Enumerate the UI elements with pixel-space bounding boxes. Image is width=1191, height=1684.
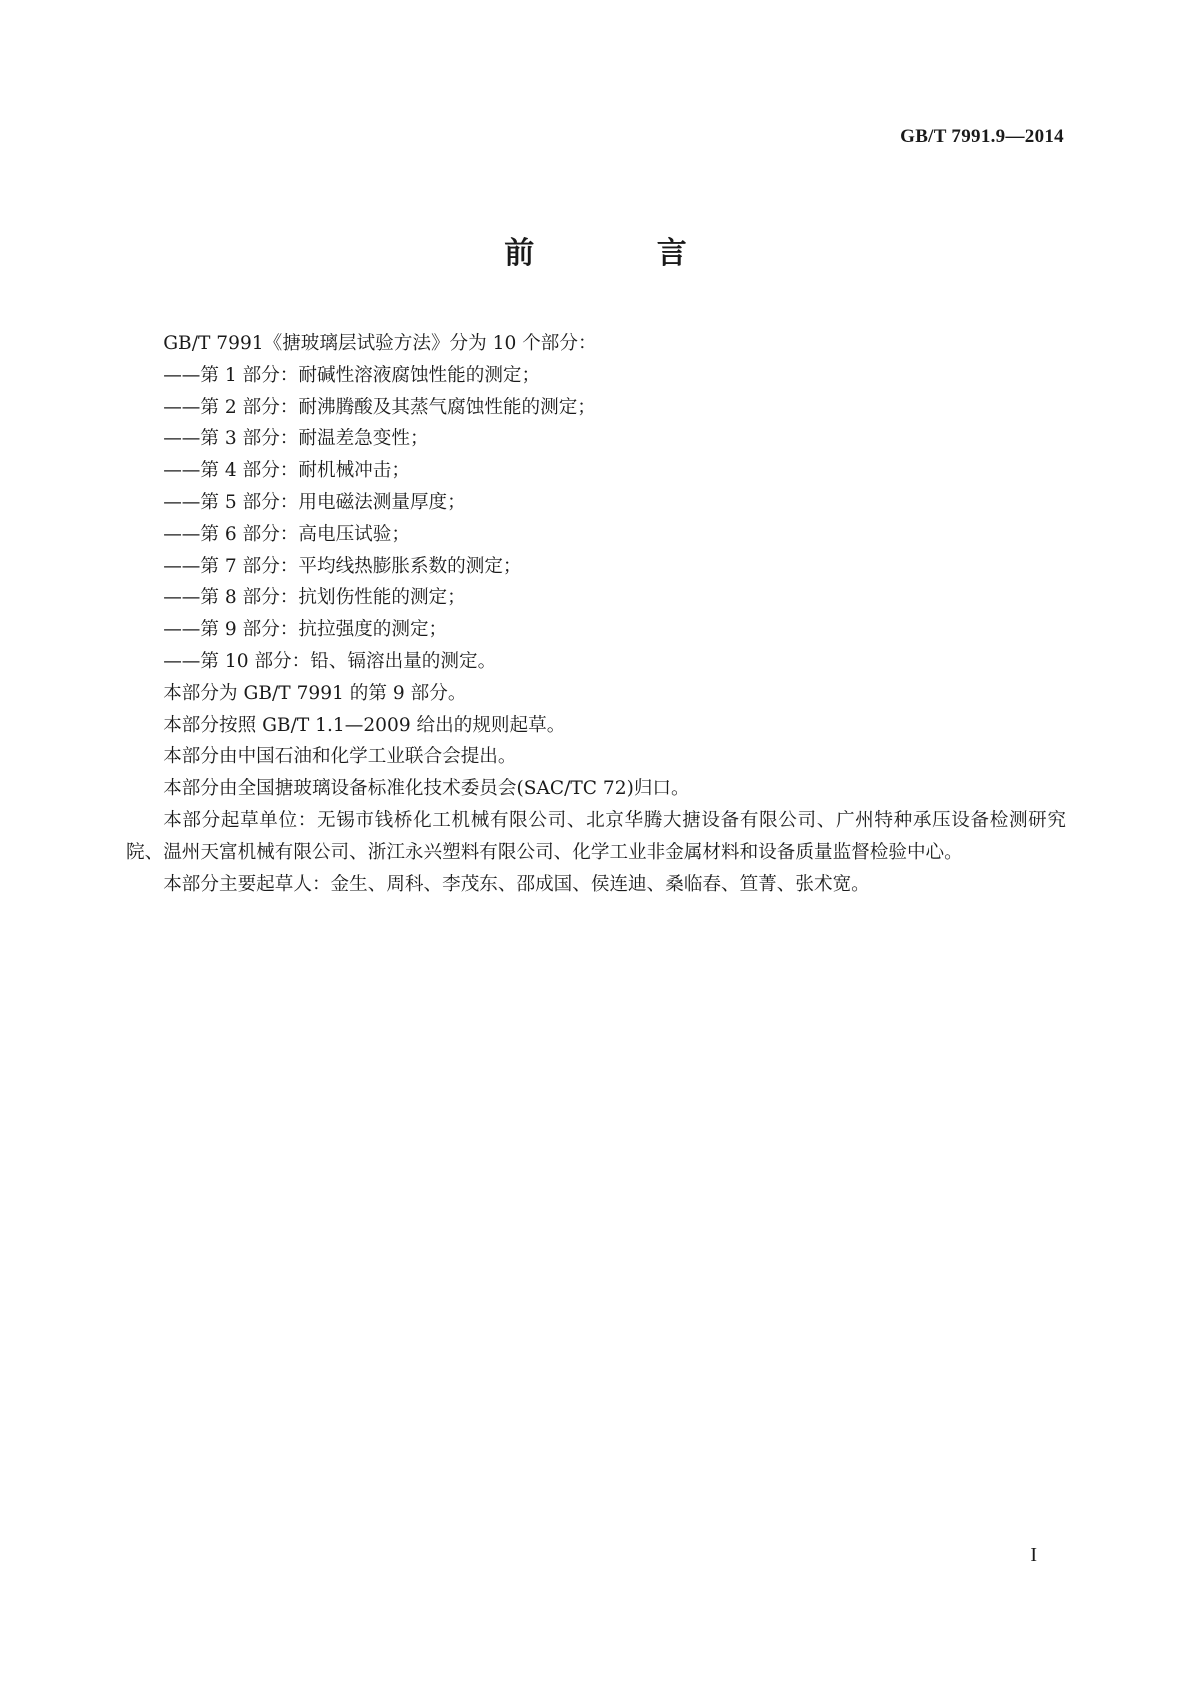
list-item: ——第 6 部分：高电压试验； [163,523,410,545]
list-item: ——第 4 部分：耐机械冲击； [163,460,410,482]
parts-list [126,360,1066,678]
proposed-by-statement: 本部分由中国石油和化学工业联合会提出。 [163,746,517,768]
administered-by-statement: 本部分由全国搪玻璃设备标准化技术委员会(SAC/TC 72)归口。 [163,778,690,800]
list-item: ——第 9 部分：抗拉强度的测定； [163,619,448,641]
main-drafters-statement: 本部分主要起草人：金生、周科、李茂东、邵成国、侯连迪、桑临春、笪菁、张术宽。 [163,873,870,895]
list-item: ——第 10 部分：铅、镉溶出量的测定。 [163,650,497,672]
list-item: ——第 3 部分：耐温差急变性； [163,428,429,450]
standard-code: GB/T 7991.9—2014 [900,126,1064,147]
list-item: ——第 8 部分：抗划伤性能的测定； [163,587,466,609]
page-number: I [1030,1544,1037,1566]
list-item: ——第 7 部分：平均线热膨胀系数的测定； [163,555,522,577]
intro-paragraph: GB/T 7991《搪玻璃层试验方法》分为 10 个部分： [163,333,597,354]
list-item: ——第 5 部分：用电磁法测量厚度； [163,491,466,513]
list-item: ——第 2 部分：耐沸腾酸及其蒸气腐蚀性能的测定； [163,396,596,418]
drafting-rules-statement: 本部分按照 GB/T 1.1—2009 给出的规则起草。 [163,714,566,736]
page-title: 前 言 [504,236,743,271]
list-item: ——第 1 部分：耐碱性溶液腐蚀性能的测定； [163,364,541,386]
part-of-statement: 本部分为 GB/T 7991 的第 9 部分。 [163,682,467,704]
drafting-units-statement: 本部分起草单位：无锡市钱桥化工机械有限公司、北京华腾大搪设备有限公司、广州特种承压设备检测研究院、温州天富机械有限公司、浙江永兴塑料有限公司、化学工业非金属材料和设备质量监督检验中心。 [126,809,1066,863]
foreword-body [126,328,1066,900]
